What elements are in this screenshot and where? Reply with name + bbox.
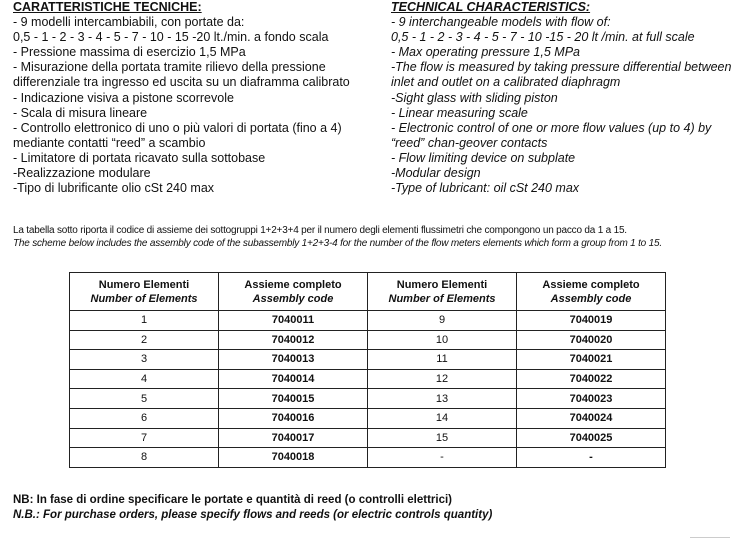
order-note-english: N.B.: For purchase orders, please specify flows and reeds (or electric controls quantity) <box>13 509 493 521</box>
divider <box>690 537 730 538</box>
header-assembly-1 <box>219 273 368 311</box>
elements-cell: 9 <box>368 311 517 331</box>
table-row <box>70 350 666 370</box>
english-spec-line: - Max operating pressure 1,5 MPa <box>391 45 580 60</box>
italian-spec-line: differenziale tra ingresso ed uscita su un diaframma calibrato <box>13 75 350 90</box>
assembly-code-cell: 7040018 <box>219 448 368 468</box>
english-spec-line: -Sight glass with sliding piston <box>391 90 558 105</box>
table-row <box>70 408 666 428</box>
header-label-en: Assembly code <box>252 292 334 305</box>
elements-cell: 15 <box>368 428 517 448</box>
assembly-code-cell: 7040013 <box>219 350 368 370</box>
assembly-code-cell: 7040024 <box>517 408 666 428</box>
assembly-code-cell: 7040021 <box>517 350 666 370</box>
assembly-code-cell: 7040023 <box>517 389 666 409</box>
italian-spec-line: - Misurazione della portata tramite rilievo della pressione <box>13 60 326 75</box>
assembly-code-table <box>69 272 666 468</box>
english-spec-line: - Flow limiting device on subplate <box>391 150 576 165</box>
table-row <box>70 369 666 389</box>
italian-heading: CARATTERISTICHE TECNICHE: <box>13 0 202 14</box>
elements-cell: 13 <box>368 389 517 409</box>
english-spec-line: inlet and outlet on a calibrated diaphragm <box>391 75 621 90</box>
header-assembly-2 <box>517 273 666 311</box>
english-spec-line: - 9 interchangeable models with flow of: <box>391 15 611 30</box>
italian-spec-line: - Indicazione visiva a pistone scorrevole <box>13 90 234 105</box>
italian-spec-line: - Controllo elettronico di uno o più valori di portata (fino a 4) <box>13 120 342 135</box>
italian-spec-list <box>13 15 383 196</box>
assembly-code-cell: 7040014 <box>219 369 368 389</box>
elements-cell: 8 <box>70 448 219 468</box>
order-note-italian: NB: In fase di ordine specificare le portate e quantità di reed (o controlli elettrici) <box>13 494 453 506</box>
assembly-code-cell: - <box>517 448 666 468</box>
header-label-en: Number of Elements <box>90 292 198 305</box>
italian-spec-line: -Realizzazione modulare <box>13 166 151 181</box>
header-label-it: Assieme completo <box>542 278 640 291</box>
italian-spec-line: - Pressione massima di esercizio 1,5 MPa <box>13 45 246 60</box>
elements-cell: 5 <box>70 389 219 409</box>
assembly-code-cell: 7040015 <box>219 389 368 409</box>
italian-spec-line: mediante contatti “reed” a scambio <box>13 135 206 150</box>
elements-cell: 3 <box>70 350 219 370</box>
table-row <box>70 330 666 350</box>
elements-cell: 7 <box>70 428 219 448</box>
table-row <box>70 448 666 468</box>
header-label-en: Number of Elements <box>388 292 496 305</box>
english-spec-line: 0,5 - 1 - 2 - 3 - 4 - 5 - 7 - 10 -15 - 20 lt /min. at full scale <box>391 30 695 45</box>
table-intro-english: The scheme below includes the assembly code of the subassembly 1+2+3-4 for the number of the flow meters elements which form a group from 1 to 15. <box>13 238 662 249</box>
english-spec-line: -Type of lubricant: oil cSt 240 max <box>391 181 580 196</box>
elements-cell: - <box>368 448 517 468</box>
assembly-code-cell: 7040019 <box>517 311 666 331</box>
elements-cell: 2 <box>70 330 219 350</box>
english-spec-line: -Modular design <box>391 166 481 181</box>
italian-spec-line: -Tipo di lubrificante olio cSt 240 max <box>13 181 215 196</box>
english-heading: TECHNICAL CHARACTERISTICS: <box>391 0 591 14</box>
elements-cell: 4 <box>70 369 219 389</box>
elements-cell: 6 <box>70 408 219 428</box>
header-label-it: Numero Elementi <box>396 278 488 291</box>
header-elements-2 <box>368 273 517 311</box>
header-label-it: Assieme completo <box>244 278 342 291</box>
table-row <box>70 389 666 409</box>
english-spec-line: - Electronic control of one or more flow values (up to 4) by <box>391 120 712 135</box>
table-row <box>70 311 666 331</box>
assembly-code-cell: 7040022 <box>517 369 666 389</box>
header-label-it: Numero Elementi <box>98 278 190 291</box>
english-spec-line: “reed” chan-geover contacts <box>391 135 548 150</box>
italian-specs <box>13 0 383 196</box>
assembly-code-cell: 7040017 <box>219 428 368 448</box>
italian-spec-line: - 9 modelli intercambiabili, con portate da: <box>13 15 245 30</box>
assembly-code-cell: 7040016 <box>219 408 368 428</box>
table-intro-italian: La tabella sotto riporta il codice di assieme dei sottogruppi 1+2+3+4 per il numero degli elementi flussimetri che compongono un pacco da 1 a 15. <box>13 225 627 236</box>
english-specs <box>391 0 741 196</box>
elements-cell: 1 <box>70 311 219 331</box>
table-intro <box>13 224 738 250</box>
assembly-code-cell: 7040011 <box>219 311 368 331</box>
english-spec-line: - Linear measuring scale <box>391 105 528 120</box>
elements-cell: 12 <box>368 369 517 389</box>
table-row <box>70 428 666 448</box>
header-label-en: Assembly code <box>550 292 632 305</box>
assembly-code-cell: 7040020 <box>517 330 666 350</box>
elements-cell: 14 <box>368 408 517 428</box>
italian-spec-line: - Scala di misura lineare <box>13 105 148 120</box>
header-elements-1 <box>70 273 219 311</box>
assembly-code-cell: 7040012 <box>219 330 368 350</box>
english-spec-line: -The flow is measured by taking pressure differential between <box>391 60 732 75</box>
table-header-row <box>70 273 666 311</box>
elements-cell: 11 <box>368 350 517 370</box>
elements-cell: 10 <box>368 330 517 350</box>
italian-spec-line: 0,5 - 1 - 2 - 3 - 4 - 5 - 7 - 10 - 15 -20 lt./min. a fondo scala <box>13 30 329 45</box>
english-spec-list <box>391 15 741 196</box>
assembly-code-cell: 7040025 <box>517 428 666 448</box>
italian-spec-line: - Limitatore di portata ricavato sulla sottobase <box>13 150 266 165</box>
order-note <box>13 493 492 523</box>
